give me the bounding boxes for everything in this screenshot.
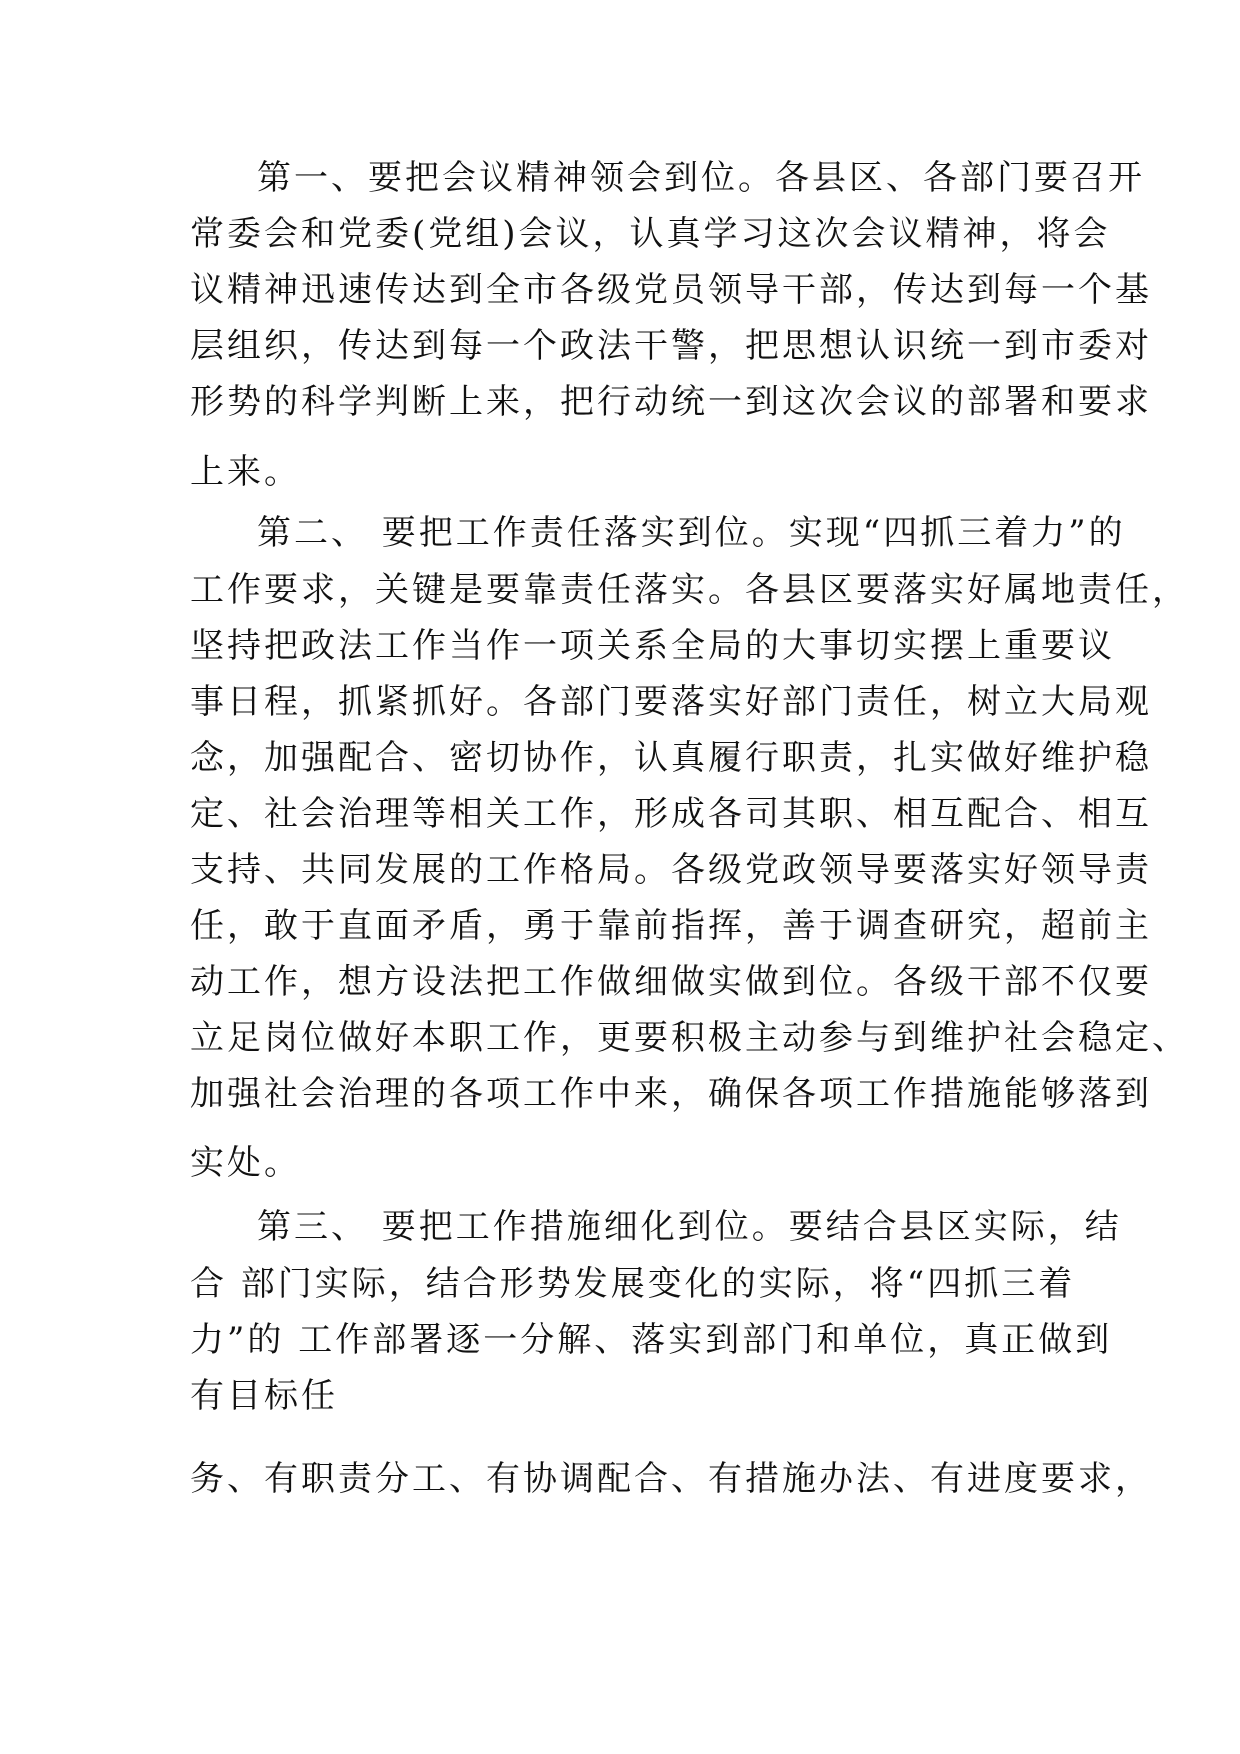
paragraph-1-line-1: 第一、要把会议精神领会到位。各县区、各部门要召开 — [257, 158, 1145, 198]
paragraph-3-line-1: 第三、 要把工作措施细化到位。要结合县区实际，结 — [257, 1207, 1122, 1247]
paragraph-3-line-3: 力”的 工作部署逐一分解、落实到部门和单位，真正做到 — [190, 1320, 1113, 1360]
paragraph-1-line-5: 形势的科学判断上来，把行动统一到这次会议的部署和要求 — [190, 382, 1152, 422]
paragraph-3-line-5: 务、有职责分工、有协调配合、有措施办法、有进度要求， — [190, 1459, 1152, 1499]
paragraph-2-line-8: 任，敢于直面矛盾，勇于靠前指挥，善于调查研究，超前主 — [190, 906, 1152, 946]
paragraph-2-line-9: 动工作，想方设法把工作做细做实做到位。各级干部不仅要 — [190, 962, 1152, 1002]
paragraph-2-line-7: 支持、共同发展的工作格局。各级党政领导要落实好领导责 — [190, 850, 1152, 890]
paragraph-2-line-6: 定、社会治理等相关工作，形成各司其职、相互配合、相互 — [190, 794, 1152, 834]
paragraph-2-line-1: 第二、 要把工作责任落实到位。实现“四抓三着力”的 — [257, 513, 1126, 553]
paragraph-2-line-5: 念，加强配合、密切协作，认真履行职责，扎实做好维护稳 — [190, 738, 1152, 778]
paragraph-2-line-10: 立足岗位做好本职工作，更要积极主动参与到维护社会稳定、 — [190, 1018, 1189, 1058]
paragraph-2-line-11: 加强社会治理的各项工作中来，确保各项工作措施能够落到 — [190, 1074, 1152, 1114]
paragraph-1-line-3: 议精神迅速传达到全市各级党员领导干部，传达到每一个基 — [190, 270, 1152, 310]
paragraph-2-line-4: 事日程，抓紧抓好。各部门要落实好部门责任，树立大局观 — [190, 682, 1152, 722]
paragraph-1-line-2: 常委会和党委(党组)会议，认真学习这次会议精神，将会 — [190, 214, 1111, 254]
paragraph-3-line-4: 有目标任 — [190, 1376, 338, 1416]
paragraph-2-line-12: 实处。 — [190, 1143, 301, 1183]
paragraph-2-line-2: 工作要求，关键是要靠责任落实。各县区要落实好属地责任， — [190, 570, 1189, 610]
paragraph-3-line-2: 合 部门实际，结合形势发展变化的实际，将“四抓三着 — [190, 1264, 1076, 1304]
paragraph-2-line-3: 坚持把政法工作当作一项关系全局的大事切实摆上重要议 — [190, 626, 1115, 666]
paragraph-1-line-6: 上来。 — [190, 452, 301, 492]
paragraph-1-line-4: 层组织，传达到每一个政法干警，把思想认识统一到市委对 — [190, 326, 1152, 366]
